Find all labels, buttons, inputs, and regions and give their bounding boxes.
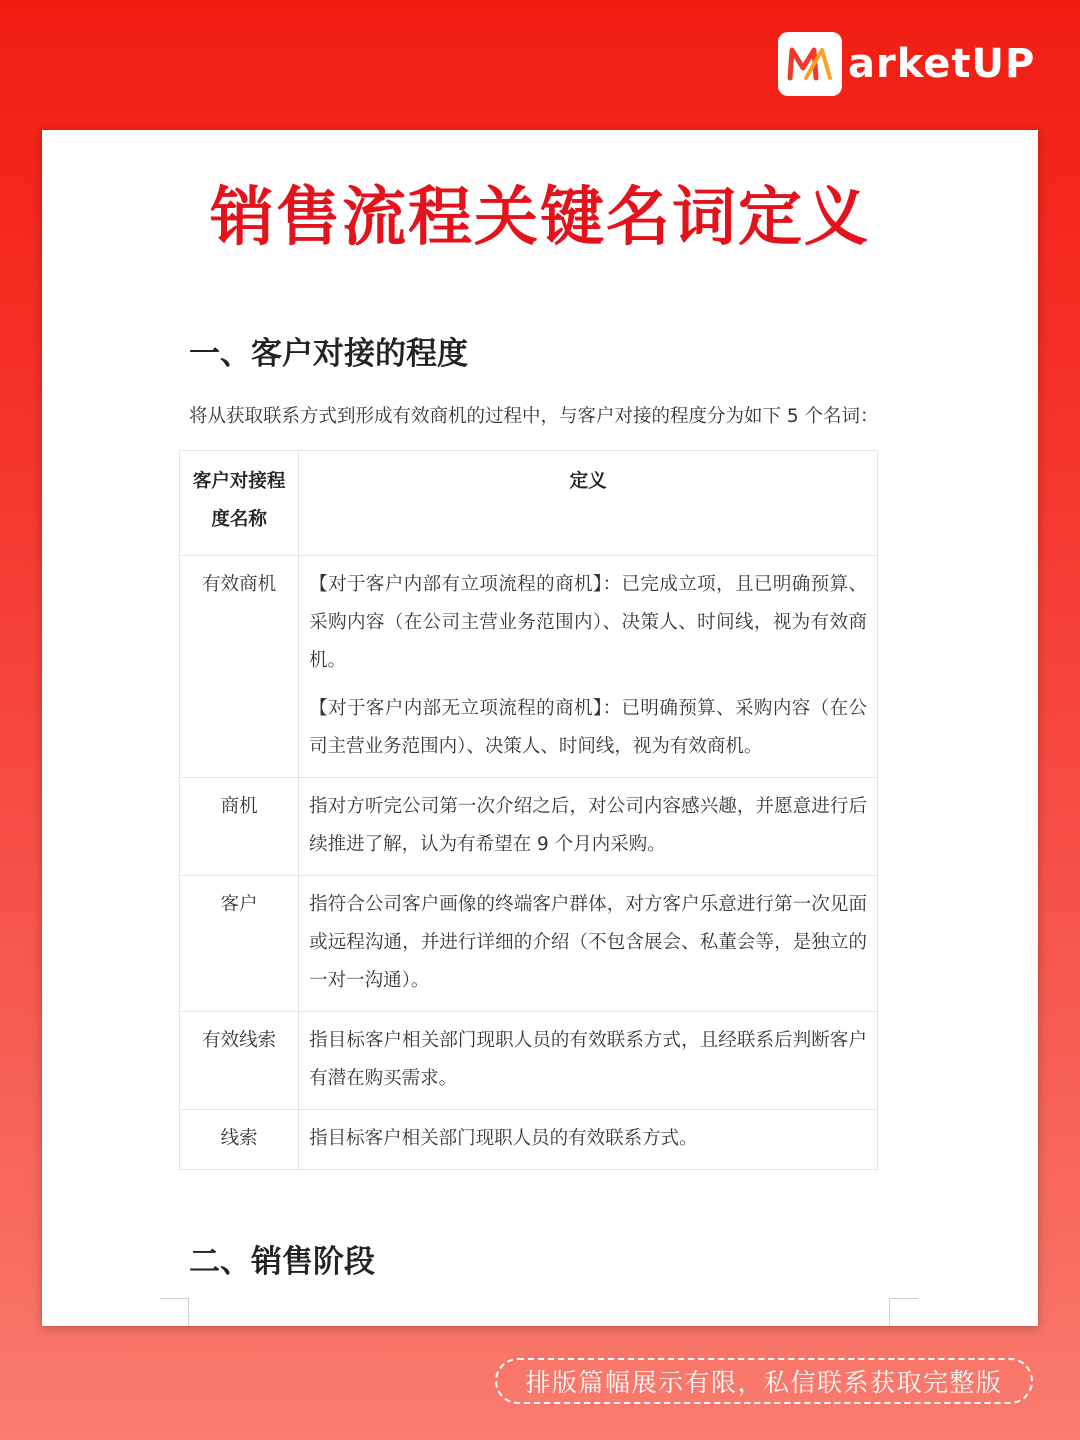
table-row: [180, 1110, 878, 1170]
section2-heading: 二、销售阶段: [189, 1244, 375, 1280]
header-definition: 定义: [299, 451, 878, 556]
term-name: 有效线索: [180, 1012, 299, 1110]
document-page: [42, 130, 1038, 1326]
term-name: 客户: [180, 876, 299, 1012]
section1-heading: 一、客户对接的程度: [189, 336, 468, 372]
page-corner-mark-left: [160, 1298, 189, 1326]
page-corner-mark-right: [889, 1298, 918, 1326]
term-name: 线索: [180, 1110, 299, 1170]
term-definition: [299, 876, 878, 1012]
term-definition: [299, 1110, 878, 1170]
definition-paragraph: 【对于客户内部无立项流程的商机】：已明确预算、采购内容（在公司主营业务范围内）、决策人、时间线，视为有效商机。: [309, 698, 867, 757]
brand-logo: [778, 32, 1035, 96]
document-title: 销售流程关键名词定义: [210, 181, 870, 255]
term-definition: [299, 778, 878, 876]
table-row: [180, 778, 878, 876]
table-row: [180, 1012, 878, 1110]
header-term-name: 客户对接程度名称: [180, 451, 299, 556]
contact-cta-banner: 排版篇幅展示有限，私信联系获取完整版: [495, 1358, 1033, 1404]
definition-paragraph: 【对于客户内部有立项流程的商机】：已完成立项，且已明确预算、采购内容（在公司主营业务范围内）、决策人、时间线，视为有效商机。: [309, 574, 867, 671]
section1-intro: 将从获取联系方式到形成有效商机的过程中，与客户对接的程度分为如下 5 个名词：: [189, 406, 879, 427]
term-definition: [299, 556, 878, 778]
table-row: [180, 876, 878, 1012]
table-header-row: [180, 451, 878, 556]
definitions-table: [179, 450, 878, 1170]
brand-name: arketUP: [848, 41, 1036, 87]
definition-paragraph: 指符合公司客户画像的终端客户群体，对方客户乐意进行第一次见面或远程沟通，并进行详细的介绍（不包含展会、私董会等，是独立的一对一沟通）。: [309, 894, 867, 991]
definition-paragraph: 指目标客户相关部门现职人员的有效联系方式，且经联系后判断客户有潜在购买需求。: [309, 1030, 867, 1089]
definition-paragraph: 指对方听完公司第一次介绍之后，对公司内容感兴趣，并愿意进行后续推进了解，认为有希望在 9 个月内采购。: [309, 796, 867, 855]
term-name: 有效商机: [180, 556, 299, 778]
marketup-m-logo-icon: [778, 32, 842, 96]
term-name: 商机: [180, 778, 299, 876]
definition-paragraph: 指目标客户相关部门现职人员的有效联系方式。: [309, 1128, 698, 1149]
term-definition: [299, 1012, 878, 1110]
table-row: [180, 556, 878, 778]
